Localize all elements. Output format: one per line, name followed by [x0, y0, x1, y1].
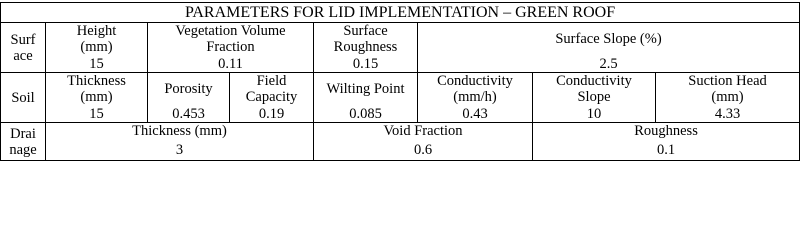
surface-height-header-line2: (mm) — [80, 39, 113, 55]
surface-label-line2: ace — [13, 47, 33, 64]
surface-roughness-header — [314, 23, 418, 56]
soil-conductivity-header-line1: Conductivity — [437, 73, 513, 89]
surface-vegetation-header-line1: Vegetation Volume — [175, 23, 286, 39]
drainage-thickness-header: Thickness (mm) — [46, 123, 314, 142]
surface-roughness-value: 0.15 — [314, 56, 418, 73]
soil-conductivity-slope-header — [533, 73, 656, 106]
soil-row-label: Soil — [1, 73, 46, 123]
soil-suction-head-header-line2: (mm) — [711, 89, 744, 105]
drainage-roughness-value: 0.1 — [533, 142, 800, 161]
surface-roughness-header-line1: Surface — [343, 23, 388, 39]
surface-slope-header: Surface Slope (%) — [418, 23, 800, 56]
surface-vegetation-header — [148, 23, 314, 56]
surface-height-header — [46, 23, 148, 56]
soil-thickness-header — [46, 73, 148, 106]
soil-conductivity-header-line2: (mm/h) — [453, 89, 497, 105]
table-title: PARAMETERS FOR LID IMPLEMENTATION – GREEN ROOF — [1, 3, 800, 23]
soil-thickness-header-line1: Thickness — [67, 73, 126, 89]
soil-conductivity-slope-value: 10 — [533, 106, 656, 123]
drainage-roughness-header: Roughness — [533, 123, 800, 142]
soil-suction-head-header — [656, 73, 800, 106]
drainage-label-line2: nage — [9, 141, 37, 158]
green-roof-parameters-table — [0, 2, 800, 161]
surface-height-header-line1: Height — [76, 23, 117, 39]
soil-porosity-header: Porosity — [148, 73, 230, 106]
drainage-value-row — [1, 142, 800, 161]
soil-thickness-header-line2: (mm) — [80, 89, 113, 105]
title-row — [1, 3, 800, 23]
soil-conductivity-header — [418, 73, 533, 106]
soil-conductivity-slope-header-line1: Conductivity — [556, 73, 632, 89]
soil-suction-head-header-line1: Suction Head — [688, 73, 767, 89]
soil-field-capacity-value: 0.19 — [230, 106, 314, 123]
soil-value-row — [1, 106, 800, 123]
surface-value-row — [1, 56, 800, 73]
soil-field-capacity-header-line1: Field — [256, 73, 287, 89]
drainage-header-row — [1, 123, 800, 142]
soil-field-capacity-header-line2: Capacity — [245, 89, 298, 105]
surface-height-value: 15 — [46, 56, 148, 73]
soil-wilting-point-header: Wilting Point — [314, 73, 418, 106]
surface-vegetation-header-line2: Fraction — [206, 39, 255, 55]
soil-conductivity-slope-header-line2: Slope — [577, 89, 611, 105]
soil-thickness-value: 15 — [46, 106, 148, 123]
soil-suction-head-value: 4.33 — [656, 106, 800, 123]
surface-roughness-header-line2: Roughness — [333, 39, 398, 55]
surface-vegetation-value: 0.11 — [148, 56, 314, 73]
soil-porosity-value: 0.453 — [148, 106, 230, 123]
drainage-row-label — [1, 123, 46, 161]
drainage-thickness-value: 3 — [46, 142, 314, 161]
drainage-void-fraction-header: Void Fraction — [314, 123, 533, 142]
drainage-label-line1: Drai — [10, 125, 36, 142]
surface-slope-value: 2.5 — [418, 56, 800, 73]
soil-header-row — [1, 73, 800, 106]
surface-row-label — [1, 23, 46, 73]
soil-conductivity-value: 0.43 — [418, 106, 533, 123]
surface-label-line1: Surf — [10, 31, 36, 48]
surface-header-row — [1, 23, 800, 56]
soil-wilting-point-value: 0.085 — [314, 106, 418, 123]
drainage-void-fraction-value: 0.6 — [314, 142, 533, 161]
soil-field-capacity-header — [230, 73, 314, 106]
